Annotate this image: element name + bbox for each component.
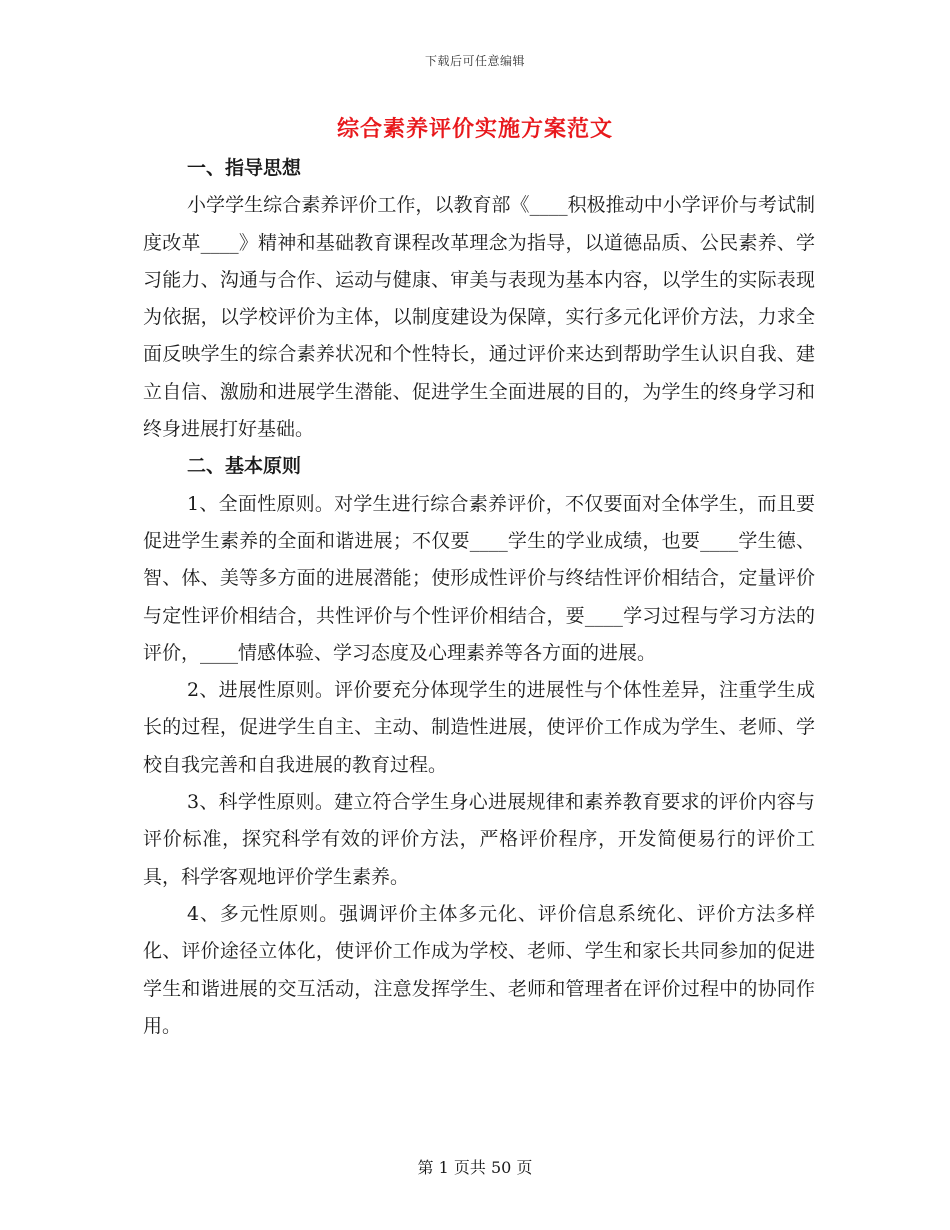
paragraph-development-principle: 2、进展性原则。评价要充分体现学生的进展性与个体性差异，注重学生成长的过程，促进学生自主、主动、制造性进展，使评价工作成为学生、老师、学校自我完善和自我进展的教育过程。 <box>143 679 815 776</box>
section-heading-guiding-ideology: 一、指导思想 <box>187 157 302 179</box>
section-heading-basic-principles: 二、基本原则 <box>187 455 302 478</box>
paragraph-comprehensiveness-principle: 1、全面性原则。对学生进行综合素养评价，不仅要面对全体学生，而且要促进学生素养的全面和谐进展；不仅要____学生的学业成绩，也要____学生德、智、体、美等多方面的进展潜能；使形成性评价与终结性评价相结合，定量评价与定性评价相结合，共性评价与个性评价相结合，要____学习过程与学习方法的评价，____情感体验、学习态度及心理素养等各方面的进展。 <box>143 492 815 664</box>
page-number-footer: 第 1 页共 50 页 <box>417 1158 533 1177</box>
paragraph-diversity-principle: 4、多元性原则。强调评价主体多元化、评价信息系统化、评价方法多样化、评价途径立体化，使评价工作成为学校、老师、学生和家长共同参加的促进学生和谐进展的交互活动，注意发挥学生、老师和管理者在评价过程中的协同作用。 <box>143 902 815 1037</box>
paragraph-scientific-principle: 3、科学性原则。建立符合学生身心进展规律和素养教育要求的评价内容与评价标准，探究科学有效的评价方法，严格评价程序，开发简便易行的评价工具，科学客观地评价学生素养。 <box>143 791 815 888</box>
header-note: 下载后可任意编辑 <box>424 54 525 68</box>
paragraph-guiding-ideology: 小学学生综合素养评价工作，以教育部《____积极推动中小学评价与考试制度改革____》精神和基础教育课程改革理念为指导，以道德品质、公民素养、学习能力、沟通与合作、运动与健康、审美与表现为基本内容，以学生的实际表现为依据，以学校评价为主体，以制度建设为保障，实行多元化评价方法，力求全面反映学生的综合素养状况和个性特长，通过评价来达到帮助学生认识自我、建立自信、激励和进展学生潜能、促进学生全面进展的目的，为学生的终身学习和终身进展打好基础。 <box>143 194 815 441</box>
document-title: 综合素养评价实施方案范文 <box>336 116 613 142</box>
document-body <box>143 150 815 1045</box>
